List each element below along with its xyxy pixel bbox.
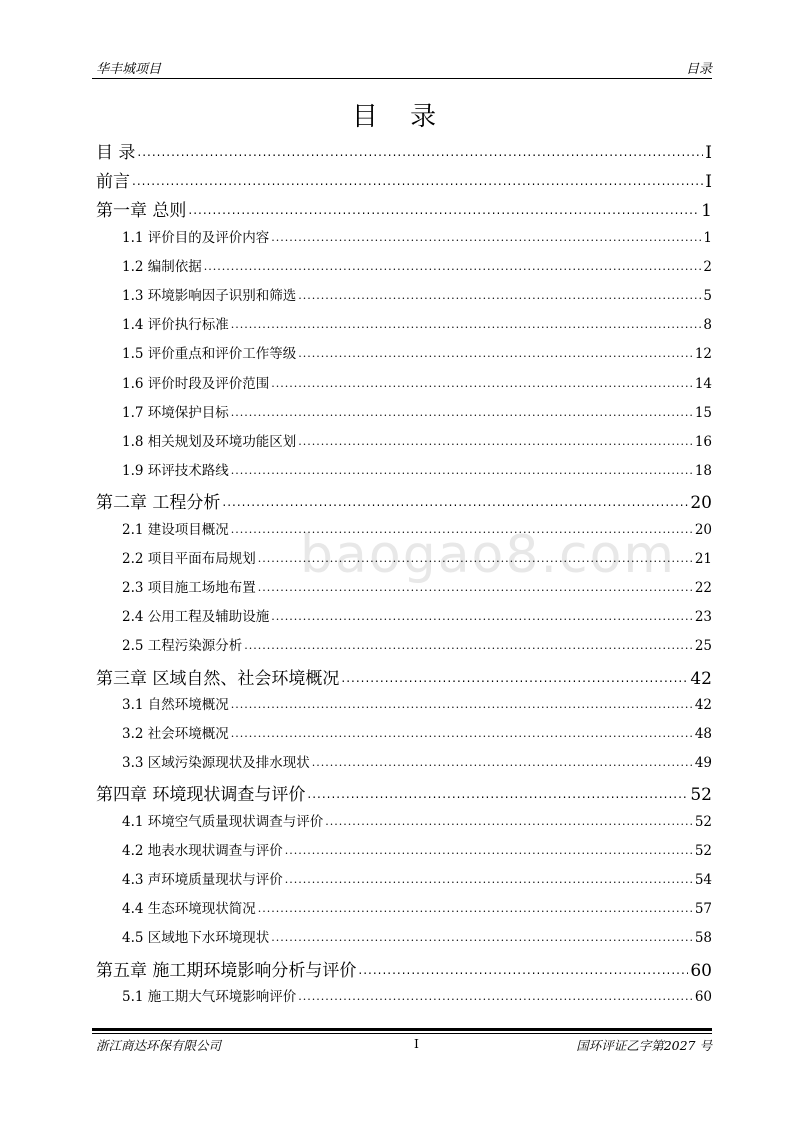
toc-leader-dots (298, 345, 693, 359)
toc-entry-label: 1.9 环评技术路线 (122, 463, 229, 480)
toc-entry-page: 52 (690, 785, 712, 806)
toc-entry-page: 52 (694, 813, 712, 830)
toc-entry-label: 前言 (96, 172, 130, 193)
toc-entry-page: 42 (694, 696, 712, 713)
toc-entry-label: 第五章 施工期环境影响分析与评价 (96, 960, 357, 981)
toc-entry-page: 22 (694, 580, 712, 596)
toc-section-row[interactable] (96, 255, 712, 275)
toc-leader-dots (132, 170, 703, 187)
toc-entry-label: 3.1 自然环境概况 (122, 696, 229, 713)
toc-entry-label: 2.4 公用工程及辅助设施 (122, 609, 270, 626)
toc-entry-page: 48 (694, 726, 712, 742)
toc-entry-label: 4.5 区域地下水环境现状 (122, 930, 270, 947)
toc-leader-dots (137, 141, 703, 158)
toc-section-row[interactable] (96, 605, 712, 625)
toc-entry-page: 42 (690, 668, 712, 689)
toc-entry-label: 第三章 区域自然、社会环境概况 (96, 668, 340, 689)
toc-entry-label: 1.5 评价重点和评价工作等级 (122, 346, 297, 363)
toc-entry-page: 60 (694, 988, 712, 1005)
toc-leader-dots (258, 579, 693, 593)
toc-entry-page: 16 (694, 434, 712, 450)
toc-entry-page: 57 (694, 901, 712, 918)
toc-entry-page: 2 (703, 258, 712, 275)
toc-entry-label: 第一章 总则 (96, 201, 187, 222)
toc-leader-dots (307, 783, 688, 800)
toc-section-row[interactable] (96, 839, 712, 859)
toc-leader-dots (298, 287, 701, 301)
footer-certificate: 国环评证乙字第2027 号 (576, 1038, 712, 1053)
toc-entry-label: 1.4 评价执行标准 (122, 317, 229, 334)
header-section-name: 目录 (685, 62, 712, 77)
page-footer (96, 1036, 712, 1056)
toc-section-row[interactable] (96, 284, 712, 304)
toc-entry-page: 14 (694, 375, 712, 392)
footer-page-number: I (414, 1036, 419, 1051)
toc-entry-page: 15 (694, 404, 712, 421)
toc-section-row[interactable] (96, 926, 712, 946)
toc-entry-page: 23 (694, 609, 712, 626)
footer-rule-thick (92, 1028, 712, 1031)
toc-section-row[interactable] (96, 547, 712, 567)
toc-chapter-row[interactable] (96, 488, 712, 513)
toc-section-row[interactable] (96, 751, 712, 771)
toc-leader-dots (298, 987, 693, 1001)
toc-section-row[interactable] (96, 810, 712, 830)
page-title: 目 录 (351, 102, 449, 132)
toc-entry-page: I (705, 143, 712, 163)
toc-leader-dots (271, 374, 693, 388)
toc-entry-page: 20 (690, 493, 712, 514)
header-project-name: 华丰城项目 (96, 62, 162, 77)
toc-entry-label: 1.7 环境保护目标 (122, 404, 229, 421)
toc-section-row[interactable] (96, 634, 712, 654)
toc-entry-page: 52 (694, 842, 712, 859)
toc-entry-label: 第四章 环境现状调查与评价 (96, 785, 306, 806)
footer-rule-thin (92, 1033, 712, 1034)
toc-leader-dots (231, 695, 693, 709)
toc-entry-page: 58 (694, 930, 712, 947)
toc-section-row[interactable] (96, 430, 712, 450)
toc-entry-page: 21 (694, 550, 712, 567)
toc-entry-page: 20 (694, 521, 712, 538)
toc-leader-dots (298, 433, 693, 447)
toc-section-row[interactable] (96, 226, 712, 246)
toc-entry-page: 49 (694, 755, 712, 772)
toc-entry-label: 2.5 工程污染源分析 (122, 638, 243, 655)
toc-section-row[interactable] (96, 897, 712, 917)
toc-leader-dots (258, 549, 693, 563)
toc-entry-label: 1.8 相关规划及环境功能区划 (122, 434, 297, 450)
toc-section-row[interactable] (96, 372, 712, 392)
toc-entry-page: 5 (703, 288, 712, 304)
toc-leader-dots (231, 520, 693, 534)
toc-entry-label: 2.1 建设项目概况 (122, 521, 229, 538)
toc-chapter-row[interactable] (96, 780, 712, 805)
toc-leader-dots (285, 871, 693, 885)
toc-entry-label: 3.3 区域污染源现状及排水现状 (122, 755, 310, 772)
toc-chapter-row[interactable] (96, 167, 712, 192)
toc-entry-page: 60 (690, 960, 712, 981)
toc-section-row[interactable] (96, 985, 712, 1005)
toc-leader-dots (341, 667, 688, 684)
toc-leader-dots (222, 491, 688, 508)
toc-chapter-row[interactable] (96, 956, 712, 981)
toc-entry-label: 4.3 声环境质量现状与评价 (122, 872, 283, 888)
toc-entry-page: 1 (703, 229, 712, 246)
toc-section-row[interactable] (96, 868, 712, 888)
toc-entry-label: 目 录 (96, 143, 136, 163)
toc-section-row[interactable] (96, 722, 712, 742)
toc-entry-page: 18 (694, 463, 712, 480)
toc-entry-label: 4.2 地表水现状调查与评价 (122, 842, 283, 859)
toc-leader-dots (231, 403, 693, 417)
toc-entry-label: 第二章 工程分析 (96, 493, 221, 514)
toc-entry-label: 1.2 编制依据 (122, 258, 202, 275)
toc-entry-label: 1.1 评价目的及评价内容 (122, 229, 270, 246)
toc-section-row[interactable] (96, 401, 712, 421)
toc-leader-dots (325, 812, 693, 826)
toc-leader-dots (271, 608, 693, 622)
toc-leader-dots (188, 199, 699, 216)
toc-section-row[interactable] (96, 518, 712, 538)
toc-leader-dots (231, 725, 693, 739)
toc-chapter-row[interactable] (96, 196, 712, 221)
toc-chapter-row[interactable] (96, 664, 712, 689)
toc-entry-label: 4.1 环境空气质量现状调查与评价 (122, 813, 324, 830)
toc-entry-page: 12 (694, 346, 712, 363)
toc-leader-dots (244, 637, 693, 651)
toc-entry-label: 4.4 生态环境现状简况 (122, 901, 256, 918)
watermark: baogao8.com (300, 525, 677, 585)
toc-entry-label: 2.2 项目平面布局规划 (122, 550, 256, 567)
toc-chapter-row[interactable] (96, 138, 712, 163)
toc-section-row[interactable] (96, 459, 712, 479)
toc-entry-label: 2.3 项目施工场地布置 (122, 580, 256, 596)
toc-entry-page: 54 (694, 872, 712, 888)
toc-section-row[interactable] (96, 342, 712, 362)
toc-section-row[interactable] (96, 693, 712, 713)
toc-entry-page: I (705, 172, 712, 193)
toc-leader-dots (231, 316, 702, 330)
toc-leader-dots (285, 841, 693, 855)
toc-entry-page: 1 (701, 201, 712, 222)
toc-entry-page: 8 (703, 317, 712, 334)
toc-entry-label: 1.6 评价时段及评价范围 (122, 375, 270, 392)
toc-leader-dots (312, 754, 693, 768)
header-rule (92, 78, 712, 79)
toc-leader-dots (231, 462, 693, 476)
toc-leader-dots (358, 959, 688, 976)
toc-leader-dots (258, 900, 693, 914)
footer-company: 浙江商达环保有限公司 (96, 1038, 222, 1053)
toc-leader-dots (271, 929, 693, 943)
toc-entry-label: 3.2 社会环境概况 (122, 726, 229, 742)
page-header (96, 58, 712, 78)
toc-section-row[interactable] (96, 576, 712, 596)
toc-leader-dots (271, 228, 701, 242)
toc-section-row[interactable] (96, 313, 712, 333)
toc-entry-label: 1.3 环境影响因子识别和筛选 (122, 288, 297, 304)
toc-leader-dots (204, 257, 702, 271)
toc-entry-label: 5.1 施工期大气环境影响评价 (122, 988, 297, 1005)
toc-entry-page: 25 (694, 638, 712, 655)
